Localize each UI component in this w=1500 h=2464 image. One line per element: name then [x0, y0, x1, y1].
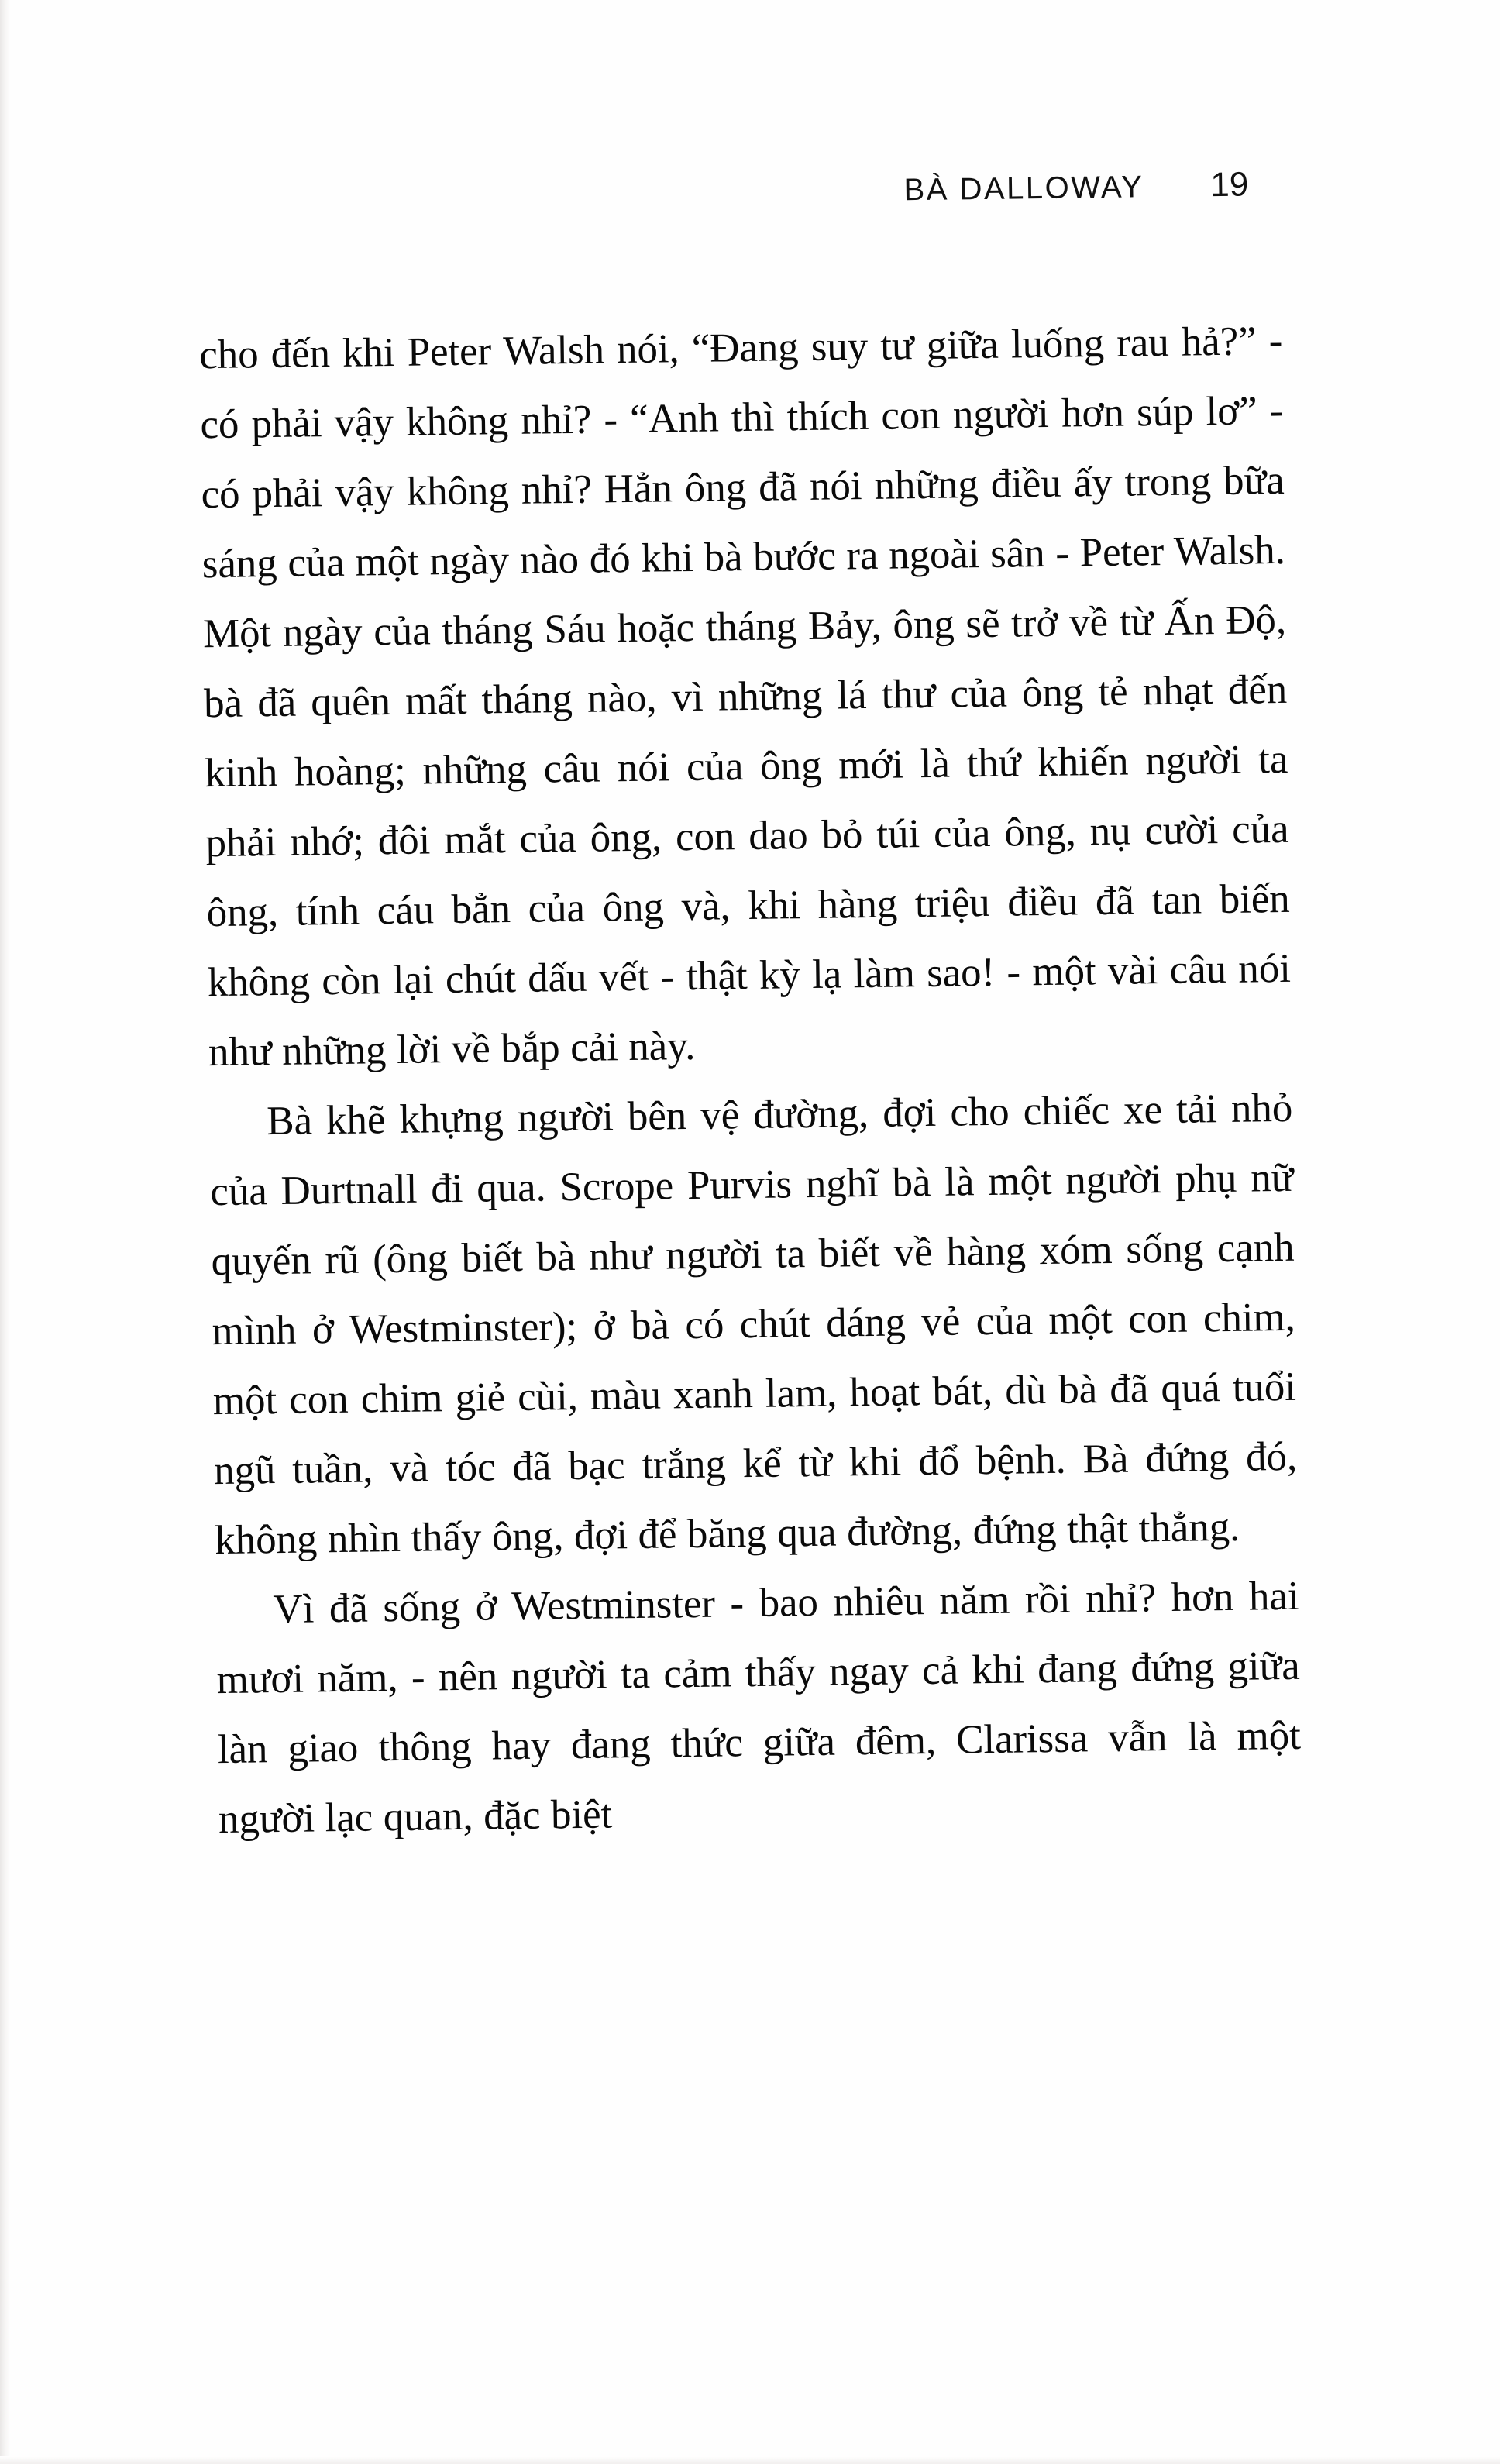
page-number: 19 — [1210, 165, 1249, 205]
paragraph: cho đến khi Peter Walsh nói, “Đang suy tư giữa luống rau hả?” - có phải vậy không nhỉ? - “Anh thì thích con người hơn súp lơ” - có phải vậy không nhỉ? Hẳn ông đã nói những điều ấy trong bữa sáng của một ngày nào đó khi bà bước ra ngoài sân - Peter Walsh. Một ngày của tháng Sáu hoặc tháng Bảy, ông sẽ trở về từ Ấn Độ, bà đã quên mất tháng nào, vì những lá thư của ông tẻ nhạt đến kinh hoàng; những câu nói của ông mới là thứ khiến người ta phải nhớ; đôi mắt của ông, con dao bỏ túi của ông, nụ cười của ông, tính cáu bẳn của ông và, khi hàng triệu điều đã tan biến không còn lại chút dấu vết - thật kỳ lạ làm sao! - một vài câu nói như những lời về bắp cải này. — [198, 318, 1292, 1075]
paragraph: Vì đã sống ở Westminster - bao nhiêu năm rồi nhỉ? hơn hai mươi năm, - nên người ta cảm thấy ngay cả khi đang đứng giữa làn giao thông hay đang thức giữa đêm, Clarissa vẫn là một người lạc quan, đặc biệt — [216, 1573, 1302, 1843]
paragraph: Bà khẽ khựng người bên vệ đường, đợi cho chiếc xe tải nhỏ của Durtnall đi qua. Scrope Purvis nghĩ bà là một người phụ nữ quyến rũ (ông biết bà như người ta biết về hàng xóm sống cạnh mình ở Westminster); ở bà có chút dáng vẻ của một con chim, một con chim giẻ cùi, màu xanh lam, hoạt bát, dù bà đã quá tuổi ngũ tuần, và tóc đã bạc trắng kể từ khi đổ bệnh. Bà đứng đó, không nhìn thấy ông, đợi để băng qua đường, đứng thật thẳng. — [210, 1085, 1298, 1564]
body-text — [199, 306, 1302, 1854]
book-title: BÀ DALLOWAY — [903, 170, 1144, 208]
running-head — [903, 165, 1307, 209]
